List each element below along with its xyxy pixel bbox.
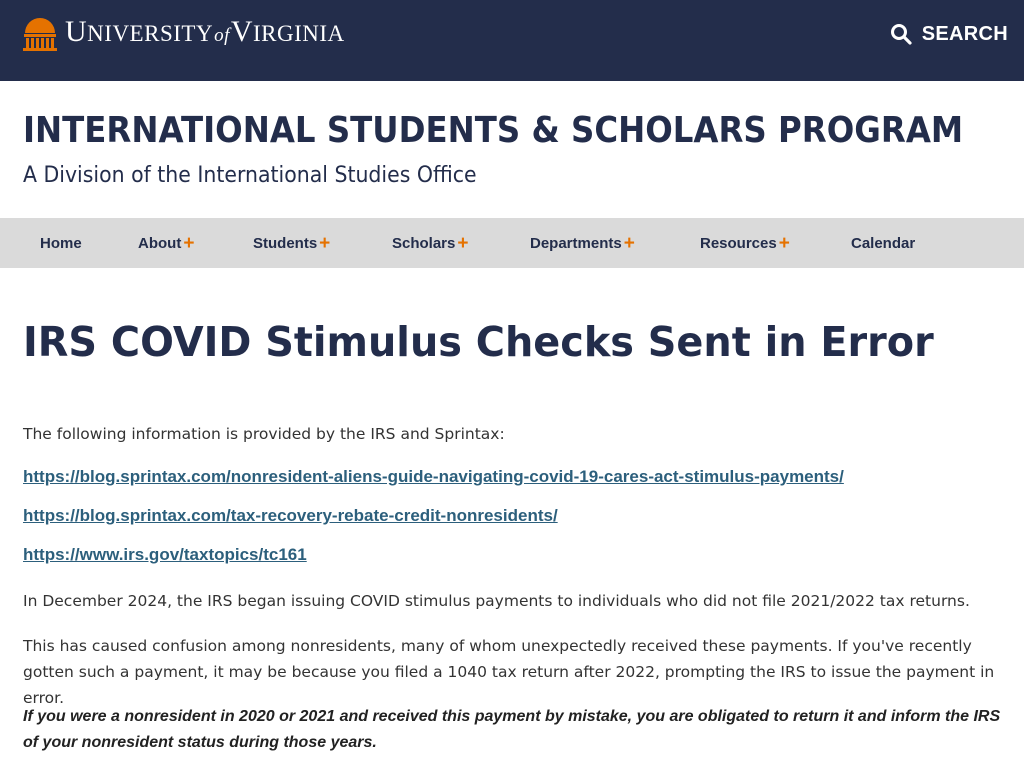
nav-item-home[interactable]	[40, 218, 82, 268]
search-icon	[890, 23, 912, 45]
nav-item-label: Home	[40, 234, 82, 252]
nav-item-calendar[interactable]	[851, 218, 915, 268]
sprintax-stimulus-guide-link[interactable]: https://blog.sprintax.com/nonresident-aliens-guide-navigating-covid-19-cares-act-stimulus-payments/	[23, 467, 844, 486]
search-label: SEARCH	[921, 22, 1008, 45]
nav-item-resources[interactable]	[700, 218, 790, 268]
intro-text: The following information is provided by the IRS and Sprintax:	[23, 425, 505, 443]
plus-icon: +	[319, 232, 331, 254]
plus-icon: +	[778, 232, 790, 254]
uva-wordmark: UNIVERSITYofVIRGINIA	[65, 15, 345, 48]
page-title: IRS COVID Stimulus Checks Sent in Error	[23, 318, 934, 366]
obligation-notice: If you were a nonresident in 2020 or 2021 and received this payment by mistake, you are obligated to return it and inform the IRS of your nonresident status during those years.	[23, 708, 1001, 751]
nav-item-label: Scholars	[392, 234, 456, 252]
uva-logo[interactable]	[22, 14, 345, 54]
nav-item-about[interactable]	[138, 218, 194, 268]
nav-item-label: About	[138, 234, 182, 252]
nav-item-label: Students	[253, 234, 318, 252]
confusion-paragraph: This has caused confusion among nonresidents, many of whom unexpectedly received these payments. If you've recently gotten such a payment, it may be because you filed a 1040 tax return after 2022, prompting the IRS to issue the payment in error.	[23, 637, 995, 707]
main-nav	[0, 218, 1024, 268]
nav-item-label: Calendar	[851, 234, 916, 252]
nav-item-departments[interactable]	[530, 218, 635, 268]
nav-item-students[interactable]	[253, 218, 330, 268]
plus-icon: +	[457, 232, 469, 254]
plus-icon: +	[183, 232, 195, 254]
irs-tax-topic-link[interactable]: https://www.irs.gov/taxtopics/tc161	[23, 545, 307, 564]
program-title[interactable]: INTERNATIONAL STUDENTS & SCHOLARS PROGRAM	[23, 110, 964, 151]
rotunda-icon	[22, 16, 58, 52]
site-header	[0, 0, 1024, 81]
search-button[interactable]	[890, 20, 1008, 48]
sprintax-recovery-rebate-link[interactable]: https://blog.sprintax.com/tax-recovery-rebate-credit-nonresidents/	[23, 506, 558, 525]
program-subtitle: A Division of the International Studies Office	[23, 163, 477, 188]
nav-item-label: Departments	[530, 234, 622, 252]
plus-icon: +	[623, 232, 635, 254]
nav-item-label: Resources	[700, 234, 777, 252]
nav-item-scholars[interactable]	[392, 218, 468, 268]
december-paragraph: In December 2024, the IRS began issuing COVID stimulus payments to individuals who did not file 2021/2022 tax returns.	[23, 592, 970, 610]
